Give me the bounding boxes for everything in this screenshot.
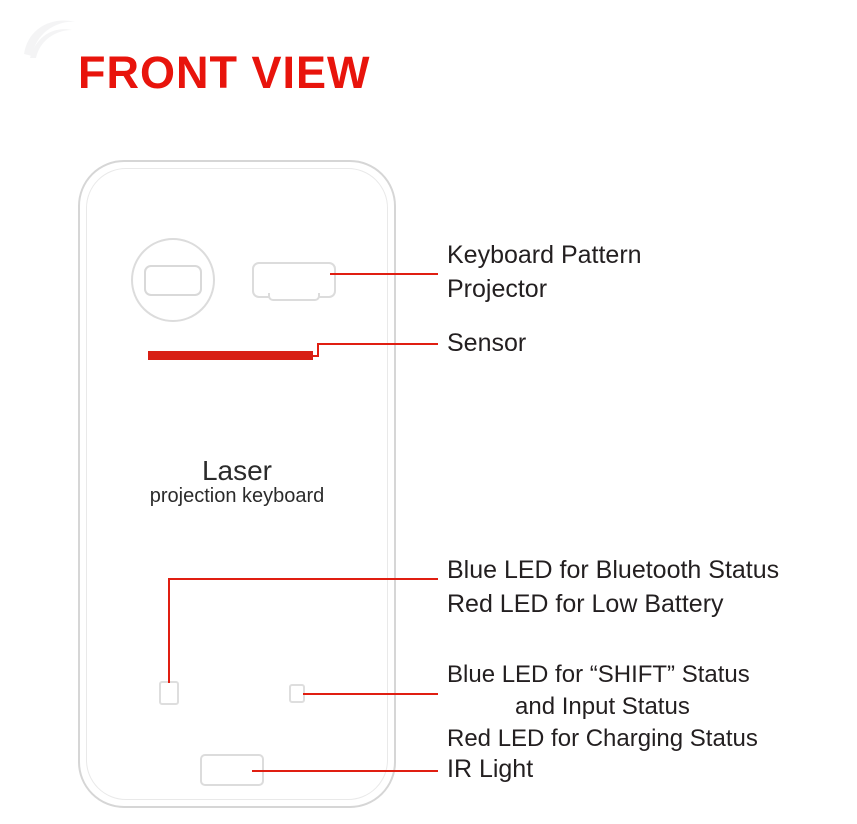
laser-emitter-bar [148, 351, 313, 360]
callout-keyboard-projector-line2: Projector [447, 274, 548, 303]
leader-line-keyboard-projector [330, 273, 438, 275]
leader-line-ir-light [252, 770, 438, 772]
device-brand-name: Laser [201, 455, 273, 486]
leader-line-sensor-elbow [317, 343, 319, 357]
keyboard-pattern-projector-notch [268, 293, 320, 301]
callout-red-led-low-battery: Red LED for Low Battery [447, 589, 724, 618]
sensor-lens [144, 265, 202, 296]
status-led-left [159, 681, 179, 705]
callout-blue-led-bluetooth: Blue LED for Bluetooth Status [447, 556, 780, 584]
callout-keyboard-projector-line1: Keyboard Pattern [447, 241, 642, 269]
callout-ir-light: IR Light [447, 755, 534, 783]
callout-keyboard-pattern-projector [447, 239, 642, 306]
callout-bluetooth-leds [447, 554, 779, 621]
leader-line-shift [303, 693, 438, 695]
device-brand-subtitle: projection keyboard [149, 485, 325, 507]
callout-shift-leds [447, 659, 758, 755]
leader-line-bluetooth-vertical [168, 578, 170, 683]
callout-red-led-charging: Red LED for Charging Status [447, 725, 758, 753]
callout-blue-led-shift: Blue LED for “SHIFT” Status [447, 661, 750, 688]
leader-line-bluetooth-horizontal [168, 578, 438, 580]
callout-sensor: Sensor [447, 329, 527, 357]
page-title: FRONT VIEW [78, 47, 371, 98]
callout-blue-led-shift-cont: and Input Status [515, 693, 690, 721]
leader-line-sensor [319, 343, 438, 345]
